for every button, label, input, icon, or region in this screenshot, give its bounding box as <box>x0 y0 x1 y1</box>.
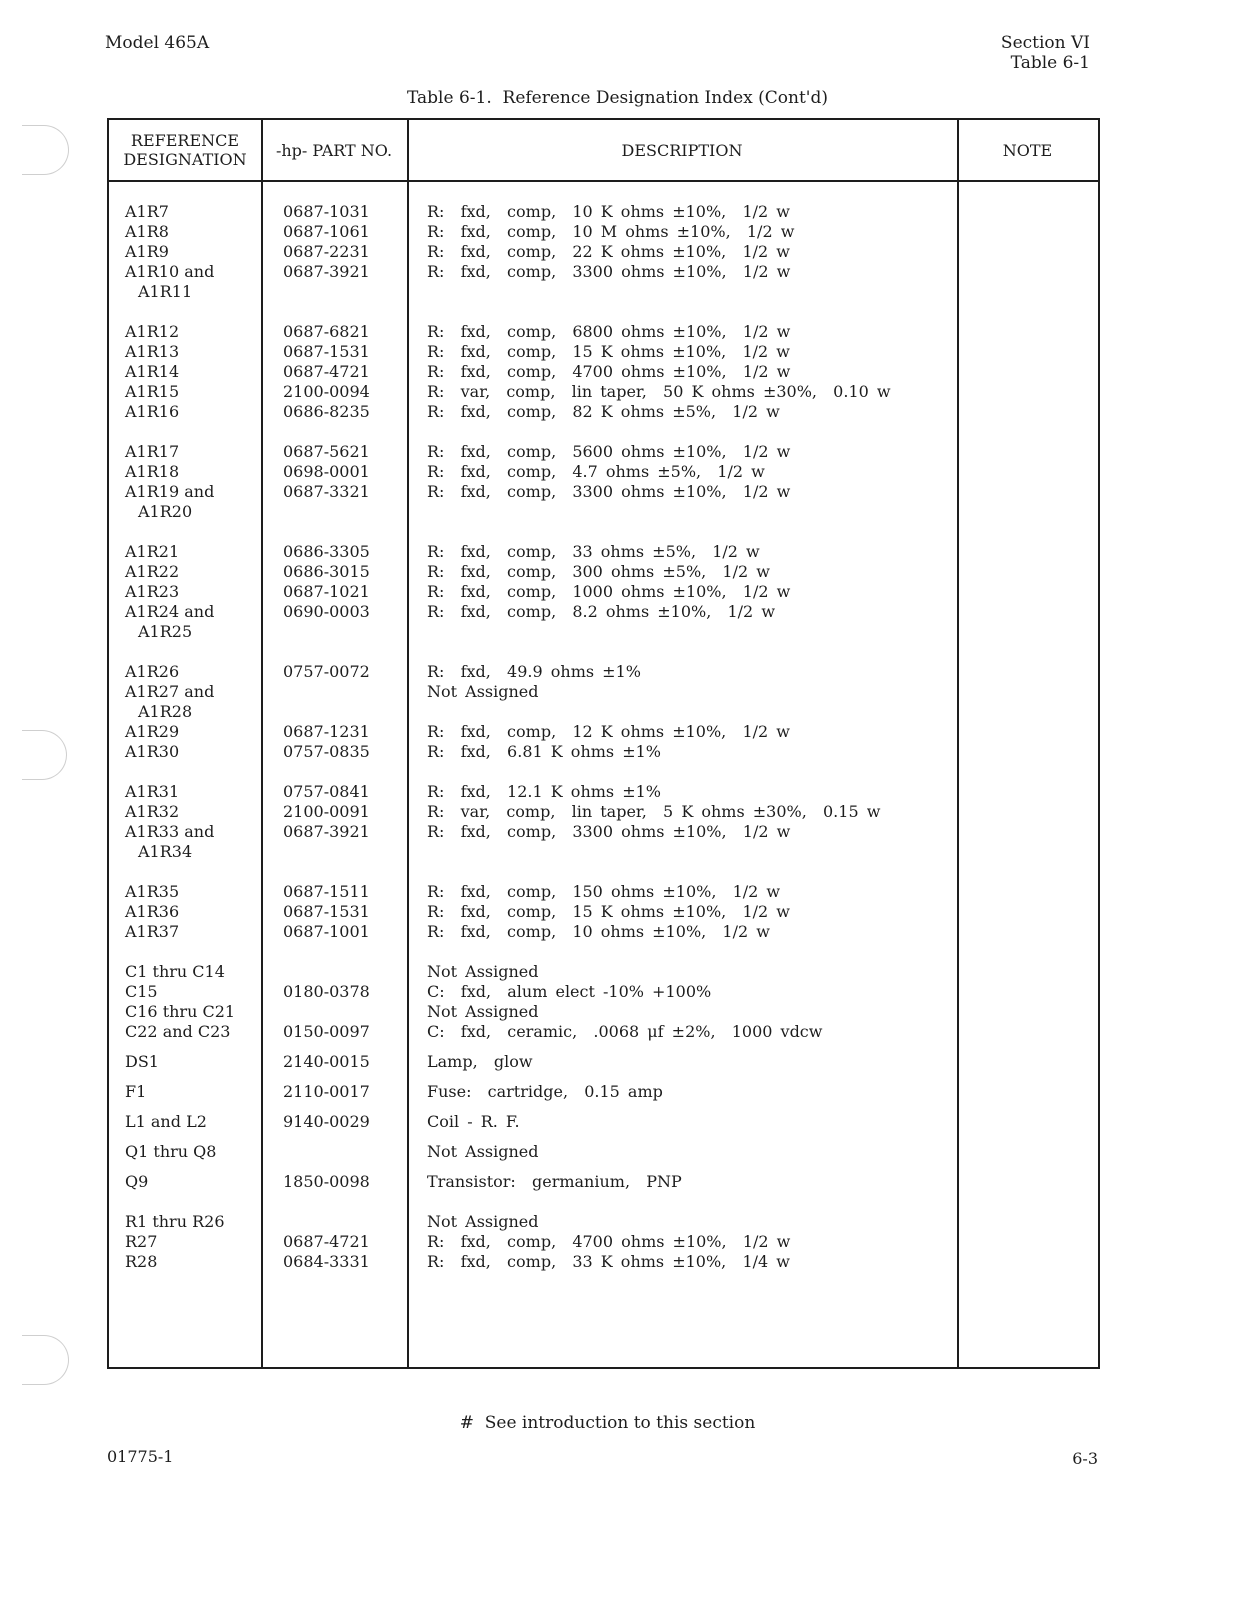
description: R: fxd, 6.81 K ohms ±1% <box>427 742 661 761</box>
table-row <box>109 902 1098 922</box>
description: R: fxd, 49.9 ohms ±1% <box>427 662 641 681</box>
table-row <box>109 962 1098 982</box>
table-row <box>109 482 1098 502</box>
table-row <box>109 502 1098 522</box>
table-row <box>109 1022 1098 1042</box>
reference-designation: A1R18 <box>125 462 180 481</box>
description: R: fxd, comp, 3300 ohms ±10%, 1/2 w <box>427 262 791 281</box>
part-number: 0698-0001 <box>283 462 370 481</box>
table-row <box>109 882 1098 902</box>
column-header-reference <box>109 120 261 180</box>
part-number: 0687-1531 <box>283 342 370 361</box>
table-row <box>109 982 1098 1002</box>
part-number: 0687-3321 <box>283 482 370 501</box>
reference-designation: A1R15 <box>125 382 180 401</box>
reference-designation: A1R29 <box>125 722 180 741</box>
part-number: 0686-3305 <box>283 542 370 561</box>
page-number: 6-3 <box>1072 1449 1098 1468</box>
reference-designation: A1R7 <box>125 202 169 221</box>
part-number: 9140-0029 <box>283 1112 370 1131</box>
reference-designation: A1R24 and <box>125 602 215 621</box>
section-number: Section VI <box>1000 33 1090 53</box>
description: R: fxd, comp, 300 ohms ±5%, 1/2 w <box>427 562 770 581</box>
description: R: fxd, comp, 4700 ohms ±10%, 1/2 w <box>427 362 791 381</box>
description: Fuse: cartridge, 0.15 amp <box>427 1082 663 1101</box>
reference-designation-table <box>107 118 1100 1369</box>
model-label: Model 465A <box>105 33 210 53</box>
table-row <box>109 342 1098 362</box>
punch-hole-middle <box>22 730 67 780</box>
part-number: 0757-0841 <box>283 782 370 801</box>
table-row <box>109 222 1098 242</box>
part-number: 0757-0835 <box>283 742 370 761</box>
table-row <box>109 722 1098 742</box>
description: R: fxd, comp, 15 K ohms ±10%, 1/2 w <box>427 342 790 361</box>
table-row <box>109 1112 1098 1132</box>
part-number: 0687-1231 <box>283 722 370 741</box>
reference-designation: L1 and L2 <box>125 1112 207 1131</box>
table-row <box>109 622 1098 642</box>
table-row <box>109 542 1098 562</box>
reference-designation: F1 <box>125 1082 147 1101</box>
reference-designation: A1R35 <box>125 882 180 901</box>
description: R: var, comp, lin taper, 5 K ohms ±30%, 0.15 w <box>427 802 881 821</box>
table-row <box>109 202 1098 222</box>
reference-designation: A1R33 and <box>125 822 215 841</box>
description: R: fxd, comp, 22 K ohms ±10%, 1/2 w <box>427 242 790 261</box>
reference-designation: A1R21 <box>125 542 180 561</box>
reference-designation: A1R37 <box>125 922 180 941</box>
description: Not Assigned <box>427 1142 539 1161</box>
part-number: 2100-0091 <box>283 802 370 821</box>
table-row <box>109 782 1098 802</box>
part-number: 0687-1031 <box>283 202 370 221</box>
table-body <box>109 202 1098 1272</box>
description: R: fxd, comp, 150 ohms ±10%, 1/2 w <box>427 882 781 901</box>
description: C: fxd, alum elect -10% +100% <box>427 982 712 1001</box>
table-row <box>109 1232 1098 1252</box>
header-divider <box>109 180 1098 182</box>
section-label <box>1001 33 1090 73</box>
reference-designation: Q1 thru Q8 <box>125 1142 217 1161</box>
description: R: fxd, comp, 10 ohms ±10%, 1/2 w <box>427 922 770 941</box>
reference-designation: A1R36 <box>125 902 180 921</box>
description: Not Assigned <box>427 1212 539 1231</box>
reference-designation: A1R11 <box>138 282 193 301</box>
reference-designation: A1R14 <box>125 362 180 381</box>
description: Not Assigned <box>427 962 539 981</box>
table-row <box>109 582 1098 602</box>
reference-designation: C22 and C23 <box>125 1022 231 1041</box>
reference-designation: C1 thru C14 <box>125 962 225 981</box>
table-row <box>109 442 1098 462</box>
table-row <box>109 382 1098 402</box>
table-row <box>109 242 1098 262</box>
description: R: fxd, comp, 3300 ohms ±10%, 1/2 w <box>427 482 791 501</box>
part-number: 0687-6821 <box>283 322 370 341</box>
description: R: var, comp, lin taper, 50 K ohms ±30%, 0.10 w <box>427 382 891 401</box>
reference-designation: A1R19 and <box>125 482 215 501</box>
part-number: 0150-0097 <box>283 1022 370 1041</box>
reference-designation: A1R8 <box>125 222 169 241</box>
description: R: fxd, comp, 10 M ohms ±10%, 1/2 w <box>427 222 795 241</box>
punch-hole-bottom <box>22 1335 69 1385</box>
part-number: 0180-0378 <box>283 982 370 1001</box>
reference-designation: A1R32 <box>125 802 180 821</box>
reference-designation: R28 <box>125 1252 158 1271</box>
description: R: fxd, comp, 4.7 ohms ±5%, 1/2 w <box>427 462 765 481</box>
description: Coil - R. F. <box>427 1112 520 1131</box>
column-header-description: DESCRIPTION <box>621 140 743 160</box>
table-row <box>109 1252 1098 1272</box>
reference-designation: C15 <box>125 982 158 1001</box>
reference-designation: A1R17 <box>125 442 180 461</box>
part-number: 0687-3921 <box>283 262 370 281</box>
table-row <box>109 662 1098 682</box>
description: R: fxd, comp, 6800 ohms ±10%, 1/2 w <box>427 322 791 341</box>
reference-designation: A1R20 <box>138 502 193 521</box>
reference-designation: A1R34 <box>138 842 193 861</box>
table-row <box>109 842 1098 862</box>
reference-designation: A1R23 <box>125 582 180 601</box>
reference-designation: A1R31 <box>125 782 180 801</box>
column-header-reference-line1: REFERENCE <box>130 131 240 150</box>
table-row <box>109 562 1098 582</box>
description: R: fxd, comp, 3300 ohms ±10%, 1/2 w <box>427 822 791 841</box>
punch-hole-top <box>22 125 69 175</box>
description: Lamp, glow <box>427 1052 533 1071</box>
description: Not Assigned <box>427 1002 539 1021</box>
table-row <box>109 1172 1098 1192</box>
reference-designation: R1 thru R26 <box>125 1212 225 1231</box>
reference-designation: R27 <box>125 1232 158 1251</box>
part-number: 2100-0094 <box>283 382 370 401</box>
description: C: fxd, ceramic, .0068 μf ±2%, 1000 vdcw <box>427 1022 823 1041</box>
reference-designation: DS1 <box>125 1052 159 1071</box>
part-number: 0687-1001 <box>283 922 370 941</box>
description: Transistor: germanium, PNP <box>427 1172 682 1191</box>
table-row <box>109 602 1098 622</box>
description: R: fxd, comp, 12 K ohms ±10%, 1/2 w <box>427 722 790 741</box>
footnote: # See introduction to this section <box>459 1413 756 1433</box>
table-row <box>109 1052 1098 1072</box>
description: R: fxd, comp, 10 K ohms ±10%, 1/2 w <box>427 202 790 221</box>
part-number: 0757-0072 <box>283 662 370 681</box>
column-header-reference-line2: DESIGNATION <box>123 150 247 169</box>
table-row <box>109 262 1098 282</box>
reference-designation: A1R30 <box>125 742 180 761</box>
reference-designation: C16 thru C21 <box>125 1002 236 1021</box>
description: R: fxd, comp, 1000 ohms ±10%, 1/2 w <box>427 582 791 601</box>
reference-designation: A1R22 <box>125 562 180 581</box>
description: R: fxd, comp, 5600 ohms ±10%, 1/2 w <box>427 442 791 461</box>
part-number: 1850-0098 <box>283 1172 370 1191</box>
table-title <box>0 88 1235 108</box>
table-row <box>109 1212 1098 1232</box>
table-row <box>109 462 1098 482</box>
table-row <box>109 402 1098 422</box>
table-row <box>109 822 1098 842</box>
table-row <box>109 282 1098 302</box>
table-reference: Table 6-1 <box>1010 53 1090 73</box>
column-header-part: -hp- PART NO. <box>275 140 393 160</box>
table-row <box>109 322 1098 342</box>
table-row <box>109 802 1098 822</box>
part-number: 0686-8235 <box>283 402 370 421</box>
part-number: 0687-4721 <box>283 1232 370 1251</box>
table-row <box>109 1142 1098 1162</box>
description: R: fxd, comp, 4700 ohms ±10%, 1/2 w <box>427 1232 791 1251</box>
reference-designation: A1R26 <box>125 662 180 681</box>
description: R: fxd, comp, 82 K ohms ±5%, 1/2 w <box>427 402 780 421</box>
part-number: 0687-1021 <box>283 582 370 601</box>
table-title-text: Table 6-1. Reference Designation Index (Cont'd) <box>407 88 828 108</box>
part-number: 0687-1531 <box>283 902 370 921</box>
part-number: 0690-0003 <box>283 602 370 621</box>
part-number: 0687-3921 <box>283 822 370 841</box>
reference-designation: A1R25 <box>138 622 193 641</box>
description: R: fxd, comp, 33 K ohms ±10%, 1/4 w <box>427 1252 790 1271</box>
description: Not Assigned <box>427 682 539 701</box>
part-number: 0686-3015 <box>283 562 370 581</box>
part-number: 0687-1511 <box>283 882 370 901</box>
description: R: fxd, comp, 33 ohms ±5%, 1/2 w <box>427 542 760 561</box>
table-row <box>109 922 1098 942</box>
reference-designation: A1R28 <box>138 702 193 721</box>
reference-designation: A1R13 <box>125 342 180 361</box>
part-number: 0687-2231 <box>283 242 370 261</box>
column-header-note: NOTE <box>1002 140 1053 160</box>
part-number: 2110-0017 <box>283 1082 370 1101</box>
reference-designation: A1R27 and <box>125 682 215 701</box>
reference-designation: A1R16 <box>125 402 180 421</box>
reference-designation: A1R10 and <box>125 262 215 281</box>
table-row <box>109 682 1098 702</box>
part-number: 0687-1061 <box>283 222 370 241</box>
part-number: 0687-4721 <box>283 362 370 381</box>
reference-designation: Q9 <box>125 1172 149 1191</box>
part-number: 0684-3331 <box>283 1252 370 1271</box>
table-row <box>109 362 1098 382</box>
part-number: 2140-0015 <box>283 1052 370 1071</box>
table-row <box>109 1082 1098 1102</box>
description: R: fxd, comp, 15 K ohms ±10%, 1/2 w <box>427 902 790 921</box>
table-row <box>109 742 1098 762</box>
table-row <box>109 1002 1098 1022</box>
part-number: 0687-5621 <box>283 442 370 461</box>
description: R: fxd, comp, 8.2 ohms ±10%, 1/2 w <box>427 602 776 621</box>
description: R: fxd, 12.1 K ohms ±1% <box>427 782 661 801</box>
reference-designation: A1R9 <box>125 242 169 261</box>
reference-designation: A1R12 <box>125 322 180 341</box>
table-row <box>109 702 1098 722</box>
document-number: 01775-1 <box>107 1447 174 1466</box>
